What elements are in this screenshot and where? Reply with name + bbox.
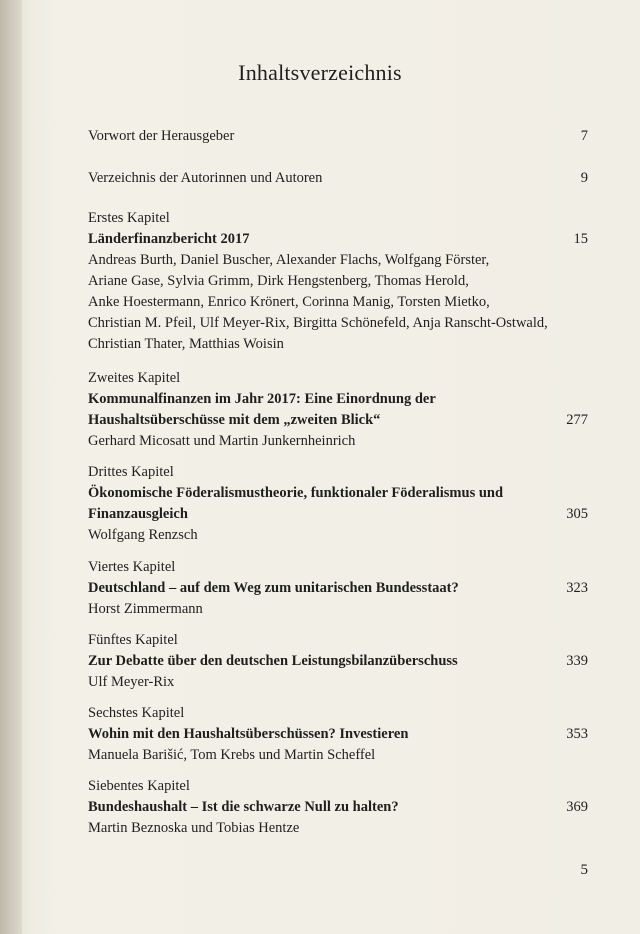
toc-entry-chapter-4 xyxy=(88,557,588,620)
toc-entry-title: Finanzausgleich 305 xyxy=(88,504,588,525)
toc-entry-chapter-1 xyxy=(88,208,588,355)
page-number: 353 xyxy=(566,726,588,742)
page-number: 305 xyxy=(566,506,588,522)
toc-entry-chapter-6 xyxy=(88,703,588,766)
toc-entry-title: Deutschland – auf dem Weg zum unitarischen Bundesstaat? 323 xyxy=(88,578,588,599)
toc-entry-title: Wohin mit den Haushaltsüberschüssen? Investieren 353 xyxy=(88,724,588,745)
page-number: 323 xyxy=(566,580,588,596)
author-line: Gerhard Micosatt und Martin Junkernheinrich xyxy=(88,433,356,449)
toc-entry-chapter-3 xyxy=(88,462,588,546)
toc-entry-title: Länderfinanzbericht 2017 15 xyxy=(88,229,588,250)
chapter-label: Drittes Kapitel xyxy=(88,464,174,480)
page-number: 15 xyxy=(573,231,588,247)
chapter-label: Erstes Kapitel xyxy=(88,210,170,226)
toc-entry-chapter-7 xyxy=(88,776,588,839)
toc-entry-title: Zur Debatte über den deutschen Leistungsbilanzüberschuss 339 xyxy=(88,651,588,672)
author-line: Anke Hoestermann, Enrico Krönert, Corinna Manig, Torsten Mietko, xyxy=(88,294,490,310)
toc-entry-title: Verzeichnis der Autorinnen und Autoren 9 xyxy=(88,168,588,189)
toc-entry-title: Vorwort der Herausgeber 7 xyxy=(88,126,588,147)
chapter-label: Fünftes Kapitel xyxy=(88,632,178,648)
author-line: Christian M. Pfeil, Ulf Meyer-Rix, Birgitta Schönefeld, Anja Ranscht-Ostwald, xyxy=(88,315,548,331)
page-number: 339 xyxy=(566,653,588,669)
page-number: 369 xyxy=(566,799,588,815)
toc-entry-chapter-5 xyxy=(88,630,588,693)
page-number: 7 xyxy=(580,128,588,144)
book-spine-shadow xyxy=(0,0,22,934)
page-number: 9 xyxy=(580,170,588,186)
toc-entry-title-line: Ökonomische Föderalismustheorie, funktionaler Föderalismus und xyxy=(88,485,504,501)
chapter-label: Sechstes Kapitel xyxy=(88,705,185,721)
author-line: Ariane Gase, Sylvia Grimm, Dirk Hengstenberg, Thomas Herold, xyxy=(88,273,469,289)
page-title: Inhaltsverzeichnis xyxy=(238,60,402,85)
author-line: Martin Beznoska und Tobias Hentze xyxy=(88,820,300,836)
author-line: Horst Zimmermann xyxy=(88,601,203,617)
toc-entry-chapter-2 xyxy=(88,368,588,452)
page-folio: 5 xyxy=(580,862,588,878)
author-line: Wolfgang Renzsch xyxy=(88,527,198,543)
author-line: Ulf Meyer-Rix xyxy=(88,674,175,690)
page-number: 277 xyxy=(566,412,588,428)
chapter-label: Viertes Kapitel xyxy=(88,559,176,575)
author-line: Manuela Barišić, Tom Krebs und Martin Scheffel xyxy=(88,747,376,763)
toc-entry-title: Haushaltsüberschüsse mit dem „zweiten Blick“ 277 xyxy=(88,410,588,431)
toc-entry-title-line: Kommunalfinanzen im Jahr 2017: Eine Einordnung der xyxy=(88,391,436,407)
toc-entry-verzeichnis xyxy=(88,168,588,189)
toc-entry-title: Bundeshaushalt – Ist die schwarze Null zu halten? 369 xyxy=(88,797,588,818)
chapter-label: Siebentes Kapitel xyxy=(88,778,190,794)
author-line: Christian Thater, Matthias Woisin xyxy=(88,336,284,352)
toc-entry-vorwort xyxy=(88,126,588,147)
author-line: Andreas Burth, Daniel Buscher, Alexander Flachs, Wolfgang Förster, xyxy=(88,252,490,268)
chapter-label: Zweites Kapitel xyxy=(88,370,181,386)
